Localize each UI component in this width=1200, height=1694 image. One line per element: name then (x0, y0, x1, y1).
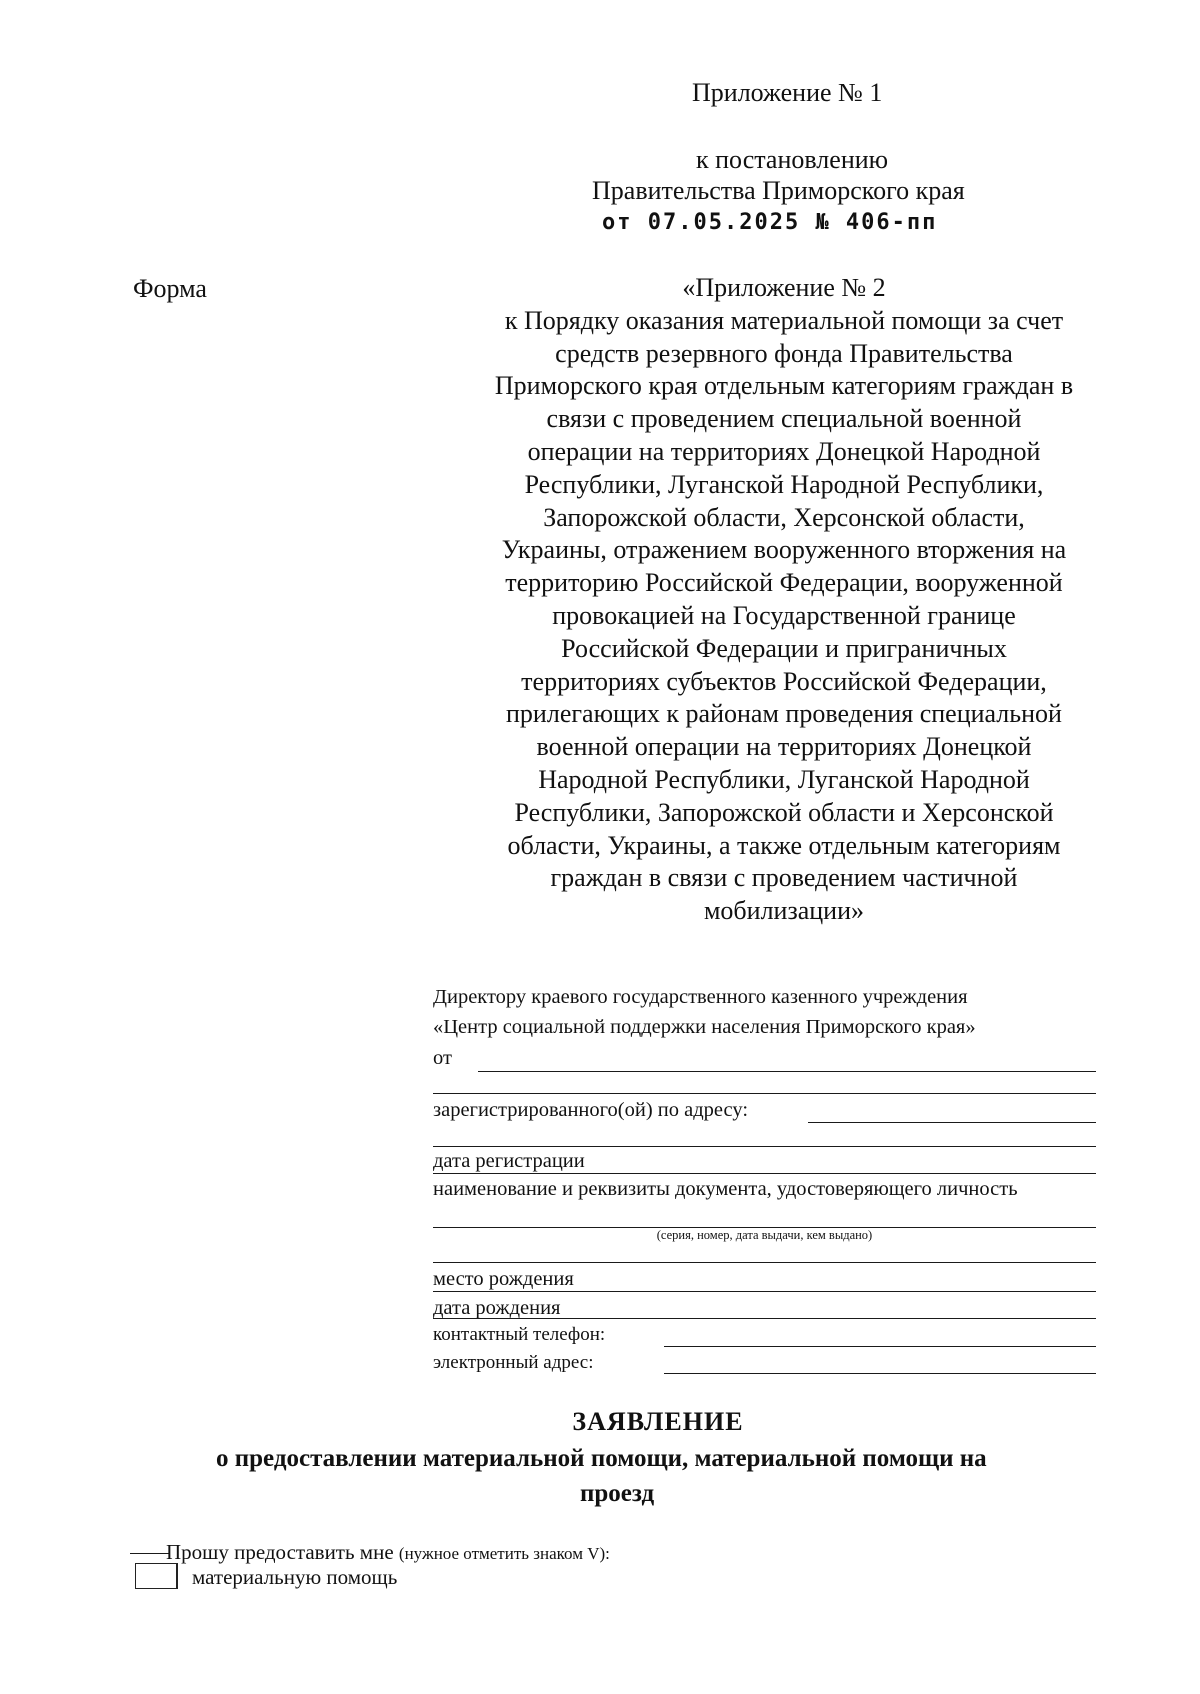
identity-document-hint: (серия, номер, дата выдачи, кем выдано) (656, 1228, 873, 1242)
resolution-line-2: Правительства Приморского края (592, 176, 965, 205)
appendix-2-line: Российской Федерации и приграничных (561, 633, 1007, 663)
statement-title: ЗАЯВЛЕНИЕ (572, 1407, 744, 1436)
statement-subtitle-line-1: о предоставлении материальной помощи, материальной помощи на (216, 1445, 987, 1472)
appendix-2-line: Республики, Луганской Народной Республики, (524, 469, 1044, 499)
statement-subtitle-line-2: проезд (580, 1480, 655, 1507)
appendix-2-line: Запорожской области, Херсонской области, (543, 502, 1025, 532)
registered-address-field[interactable] (808, 1122, 1096, 1123)
appendix-2-line: операции на территориях Донецкой Народной (527, 436, 1041, 466)
appendix-2-line: территориях субъектов Российской Федерации, (521, 666, 1047, 696)
birthplace-field[interactable] (433, 1291, 1096, 1292)
indent-underline (130, 1553, 170, 1554)
material-aid-checkbox[interactable] (135, 1563, 178, 1589)
phone-label: контактный телефон: (433, 1324, 606, 1345)
phone-field[interactable] (664, 1346, 1096, 1347)
from-name-field[interactable] (478, 1071, 1096, 1072)
appendix-2-line: Украины, отражением вооруженного вторжения на (501, 535, 1067, 565)
registered-address-label: зарегистрированного(ой) по адресу: (433, 1099, 749, 1121)
appendix-2-line: прилегающих к районам проведения специальной (506, 699, 1062, 729)
birthplace-label: место рождения (433, 1268, 574, 1290)
appendix-2-line: Приморского края отдельным категориям граждан в (494, 371, 1074, 401)
identity-document-field-continued[interactable] (433, 1262, 1096, 1263)
form-label: Форма (133, 274, 207, 303)
resolution-line-1: к постановлению (696, 145, 889, 174)
birthdate-field[interactable] (433, 1318, 1096, 1319)
request-line (166, 1540, 610, 1565)
appendix-title: Приложение № 1 (692, 78, 883, 107)
registration-date-label: дата регистрации (433, 1150, 585, 1172)
from-label: от (433, 1047, 452, 1069)
addressee-line-1: Директору краевого государственного казенного учреждения (433, 986, 968, 1008)
appendix-2-block (452, 272, 1116, 928)
appendix-2-line: Народной Республики, Луганской Народной (538, 764, 1030, 794)
appendix-2-line: средств резервного фонда Правительства (555, 338, 1013, 368)
appendix-2-line: провокацией на Государственной границе (552, 600, 1016, 630)
registration-date-field[interactable] (433, 1173, 1096, 1174)
registered-address-field-continued[interactable] (433, 1146, 1096, 1147)
appendix-2-line: «Приложение № 2 (682, 273, 886, 302)
email-label: электронный адрес: (433, 1352, 594, 1373)
email-field[interactable] (664, 1373, 1096, 1374)
resolution-date-number: от 07.05.2025 № 406-пп (602, 210, 938, 235)
identity-document-label: наименование и реквизиты документа, удостоверяющего личность (433, 1178, 1018, 1200)
appendix-2-line: связи с проведением специальной военной (546, 404, 1022, 434)
appendix-2-line: военной операции на территориях Донецкой (536, 732, 1032, 762)
appendix-2-line: мобилизации» (703, 896, 865, 926)
request-text: Прошу предоставить мне (166, 1540, 394, 1564)
appendix-2-line: области, Украины, а также отдельным категориям (507, 830, 1061, 860)
appendix-2-line: граждан в связи с проведением частичной (550, 863, 1018, 893)
birthdate-label: дата рождения (433, 1297, 561, 1319)
appendix-2-line: к Порядку оказания материальной помощи за счет (504, 305, 1064, 335)
request-note: (нужное отметить знаком V): (398, 1544, 610, 1563)
appendix-2-line: территорию Российской Федерации, вооруженной (505, 568, 1063, 598)
addressee-line-2: «Центр социальной поддержки населения Приморского края» (433, 1016, 976, 1038)
material-aid-option-label: материальную помощь (192, 1565, 398, 1589)
from-name-field-continued[interactable] (433, 1093, 1096, 1094)
appendix-2-line: Республики, Запорожской области и Херсонской (514, 797, 1054, 827)
